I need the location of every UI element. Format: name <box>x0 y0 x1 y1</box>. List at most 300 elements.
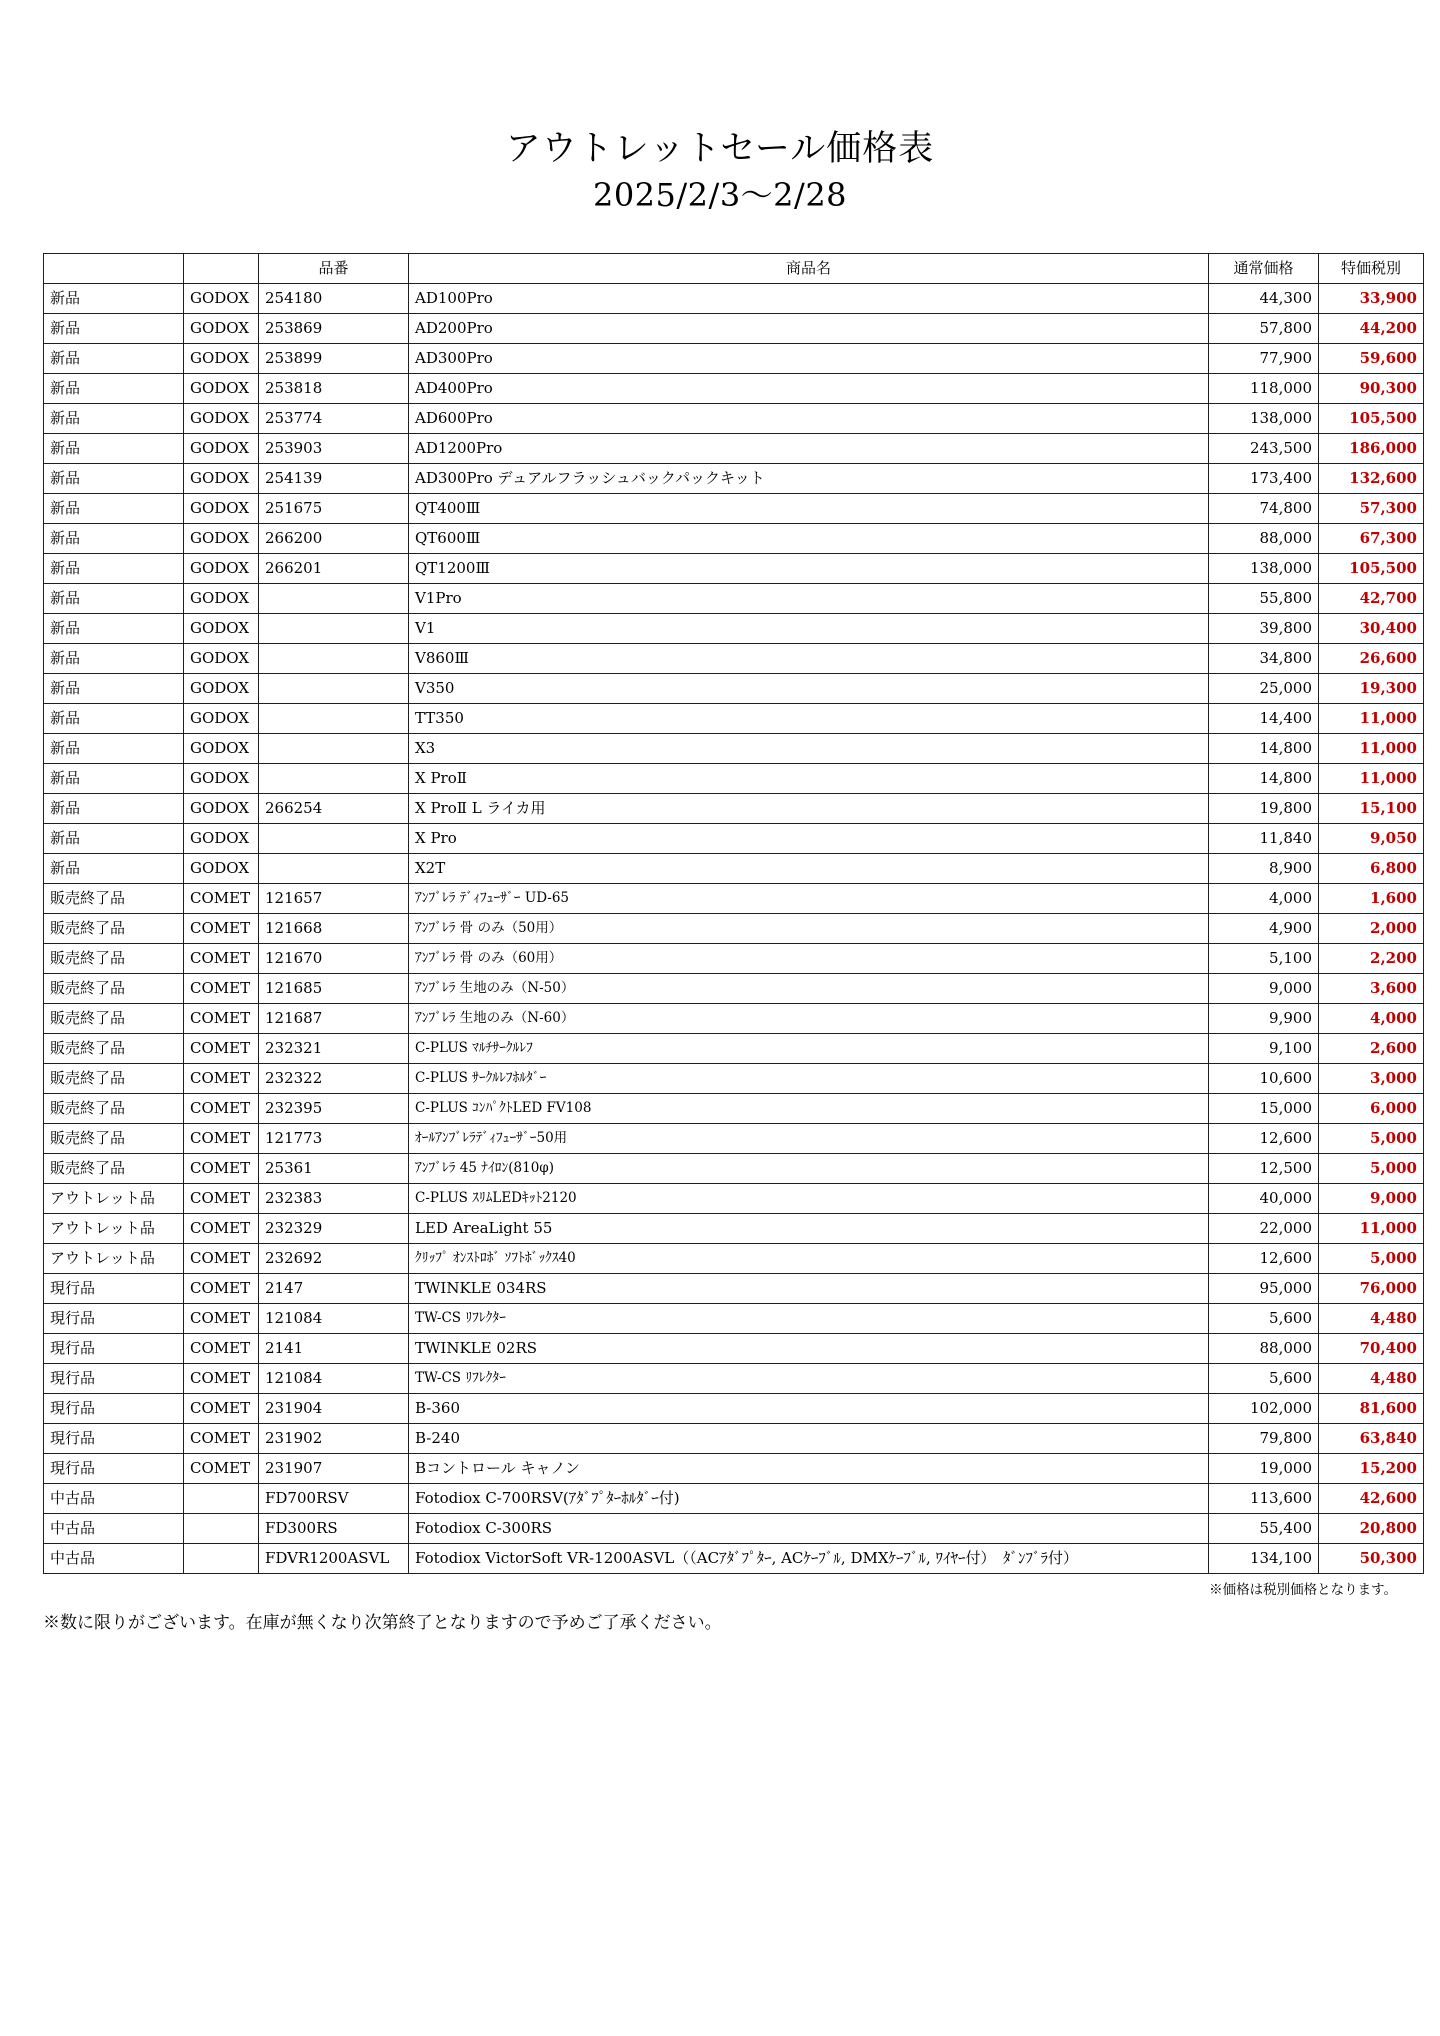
cell-condition: 新品 <box>44 313 184 343</box>
cell-sale-price: 3,600 <box>1319 973 1424 1003</box>
cell-code: 253903 <box>259 433 409 463</box>
cell-condition: 現行品 <box>44 1453 184 1483</box>
table-row <box>44 943 1424 973</box>
cell-sale-price: 5,000 <box>1319 1123 1424 1153</box>
cell-code: 2141 <box>259 1333 409 1363</box>
cell-condition: 販売終了品 <box>44 943 184 973</box>
cell-brand: COMET <box>184 1003 259 1033</box>
cell-brand: GODOX <box>184 763 259 793</box>
cell-code: FD700RSV <box>259 1483 409 1513</box>
table-row <box>44 1003 1424 1033</box>
document-title-block <box>0 0 1440 217</box>
cell-product-name: AD200Pro <box>409 313 1209 343</box>
cell-product-name: TWINKLE 034RS <box>409 1273 1209 1303</box>
table-row <box>44 1333 1424 1363</box>
cell-sale-price: 42,600 <box>1319 1483 1424 1513</box>
cell-product-name: QT1200Ⅲ <box>409 553 1209 583</box>
cell-sale-price: 42,700 <box>1319 583 1424 613</box>
cell-sale-price: 19,300 <box>1319 673 1424 703</box>
cell-brand: GODOX <box>184 733 259 763</box>
cell-brand: GODOX <box>184 553 259 583</box>
cell-product-name: X ProⅡ L ライカ用 <box>409 793 1209 823</box>
table-row <box>44 553 1424 583</box>
cell-sale-price: 63,840 <box>1319 1423 1424 1453</box>
cell-regular-price: 57,800 <box>1209 313 1319 343</box>
tax-note: ※価格は税別価格となります。 <box>1209 1581 1397 1598</box>
table-row <box>44 343 1424 373</box>
cell-brand: GODOX <box>184 433 259 463</box>
cell-sale-price: 33,900 <box>1319 283 1424 313</box>
cell-product-name: TW-CS ﾘﾌﾚｸﾀｰ <box>409 1363 1209 1393</box>
cell-regular-price: 19,800 <box>1209 793 1319 823</box>
table-row <box>44 643 1424 673</box>
cell-brand: GODOX <box>184 613 259 643</box>
cell-sale-price: 11,000 <box>1319 733 1424 763</box>
cell-code: 253899 <box>259 343 409 373</box>
cell-brand: COMET <box>184 1123 259 1153</box>
table-row <box>44 853 1424 883</box>
cell-condition: 新品 <box>44 463 184 493</box>
cell-condition: 現行品 <box>44 1423 184 1453</box>
cell-regular-price: 40,000 <box>1209 1183 1319 1213</box>
cell-product-name: AD100Pro <box>409 283 1209 313</box>
cell-code <box>259 673 409 703</box>
cell-brand: COMET <box>184 1153 259 1183</box>
cell-sale-price: 44,200 <box>1319 313 1424 343</box>
cell-code: FDVR1200ASVL <box>259 1543 409 1573</box>
cell-regular-price: 5,600 <box>1209 1363 1319 1393</box>
cell-condition: 新品 <box>44 613 184 643</box>
table-row <box>44 1153 1424 1183</box>
table-row <box>44 1453 1424 1483</box>
cell-product-name: AD1200Pro <box>409 433 1209 463</box>
cell-product-name: X3 <box>409 733 1209 763</box>
cell-sale-price: 81,600 <box>1319 1393 1424 1423</box>
cell-code: 266254 <box>259 793 409 823</box>
cell-regular-price: 88,000 <box>1209 1333 1319 1363</box>
table-row <box>44 1033 1424 1063</box>
cell-regular-price: 19,000 <box>1209 1453 1319 1483</box>
table-row <box>44 1303 1424 1333</box>
cell-code: 121670 <box>259 943 409 973</box>
cell-condition: 販売終了品 <box>44 1033 184 1063</box>
cell-code: 231902 <box>259 1423 409 1453</box>
cell-condition: 新品 <box>44 583 184 613</box>
cell-regular-price: 55,800 <box>1209 583 1319 613</box>
cell-brand: COMET <box>184 1303 259 1333</box>
cell-brand: COMET <box>184 1333 259 1363</box>
cell-brand: GODOX <box>184 403 259 433</box>
cell-brand: COMET <box>184 1033 259 1063</box>
cell-condition: 販売終了品 <box>44 973 184 1003</box>
cell-brand: COMET <box>184 1183 259 1213</box>
cell-sale-price: 105,500 <box>1319 403 1424 433</box>
cell-brand: GODOX <box>184 823 259 853</box>
cell-brand <box>184 1483 259 1513</box>
cell-regular-price: 14,800 <box>1209 763 1319 793</box>
cell-sale-price: 70,400 <box>1319 1333 1424 1363</box>
cell-brand: GODOX <box>184 373 259 403</box>
cell-regular-price: 4,900 <box>1209 913 1319 943</box>
table-row <box>44 703 1424 733</box>
cell-code: 232383 <box>259 1183 409 1213</box>
cell-code <box>259 643 409 673</box>
cell-condition: 新品 <box>44 493 184 523</box>
cell-sale-price: 9,000 <box>1319 1183 1424 1213</box>
cell-regular-price: 77,900 <box>1209 343 1319 373</box>
table-row <box>44 1423 1424 1453</box>
table-row <box>44 373 1424 403</box>
cell-brand <box>184 1513 259 1543</box>
cell-brand: COMET <box>184 1093 259 1123</box>
cell-product-name: AD300Pro <box>409 343 1209 373</box>
cell-regular-price: 10,600 <box>1209 1063 1319 1093</box>
cell-regular-price: 138,000 <box>1209 553 1319 583</box>
cell-code <box>259 823 409 853</box>
table-row <box>44 403 1424 433</box>
cell-code <box>259 613 409 643</box>
cell-product-name: C-PLUS ﾏﾙﾁｻｰｸﾙﾚﾌ <box>409 1033 1209 1063</box>
cell-regular-price: 11,840 <box>1209 823 1319 853</box>
cell-brand: GODOX <box>184 463 259 493</box>
table-header-row <box>44 253 1424 283</box>
cell-sale-price: 67,300 <box>1319 523 1424 553</box>
cell-brand: GODOX <box>184 643 259 673</box>
cell-product-name: C-PLUS ｺﾝﾊﾟｸﾄLED FV108 <box>409 1093 1209 1123</box>
cell-product-name: ｱﾝﾌﾞﾚﾗ ﾃﾞｨﾌｭｰｻﾞｰ UD-65 <box>409 883 1209 913</box>
cell-regular-price: 88,000 <box>1209 523 1319 553</box>
table-row <box>44 1363 1424 1393</box>
column-header-brand <box>184 253 259 283</box>
cell-code: 232395 <box>259 1093 409 1123</box>
cell-condition: 販売終了品 <box>44 913 184 943</box>
cell-product-name: AD600Pro <box>409 403 1209 433</box>
cell-product-name: X2T <box>409 853 1209 883</box>
cell-brand <box>184 1543 259 1573</box>
cell-sale-price: 26,600 <box>1319 643 1424 673</box>
cell-code <box>259 763 409 793</box>
cell-product-name: QT400Ⅲ <box>409 493 1209 523</box>
cell-condition: 販売終了品 <box>44 1123 184 1153</box>
cell-sale-price: 76,000 <box>1319 1273 1424 1303</box>
cell-regular-price: 44,300 <box>1209 283 1319 313</box>
table-row <box>44 283 1424 313</box>
cell-product-name: ｱﾝﾌﾞﾚﾗ 骨 のみ（60用） <box>409 943 1209 973</box>
cell-condition: 新品 <box>44 703 184 733</box>
cell-brand: GODOX <box>184 853 259 883</box>
cell-regular-price: 74,800 <box>1209 493 1319 523</box>
table-row <box>44 673 1424 703</box>
cell-condition: 新品 <box>44 643 184 673</box>
cell-code: 232321 <box>259 1033 409 1063</box>
cell-condition: 現行品 <box>44 1333 184 1363</box>
cell-brand: COMET <box>184 1423 259 1453</box>
cell-regular-price: 102,000 <box>1209 1393 1319 1423</box>
cell-code: 253818 <box>259 373 409 403</box>
table-row <box>44 1063 1424 1093</box>
cell-condition: 新品 <box>44 853 184 883</box>
cell-product-name: B-240 <box>409 1423 1209 1453</box>
cell-product-name: X ProⅡ <box>409 763 1209 793</box>
table-row <box>44 1513 1424 1543</box>
cell-brand: COMET <box>184 1273 259 1303</box>
cell-condition: アウトレット品 <box>44 1243 184 1273</box>
cell-sale-price: 11,000 <box>1319 703 1424 733</box>
cell-regular-price: 12,600 <box>1209 1243 1319 1273</box>
table-row <box>44 1543 1424 1573</box>
cell-condition: 現行品 <box>44 1273 184 1303</box>
table-row <box>44 1123 1424 1153</box>
cell-code <box>259 853 409 883</box>
cell-code <box>259 733 409 763</box>
table-row <box>44 1183 1424 1213</box>
cell-sale-price: 2,200 <box>1319 943 1424 973</box>
cell-code: 121687 <box>259 1003 409 1033</box>
cell-product-name: V1Pro <box>409 583 1209 613</box>
cell-product-name: C-PLUS ｽﾘﾑLEDｷｯﾄ2120 <box>409 1183 1209 1213</box>
cell-condition: 新品 <box>44 793 184 823</box>
table-row <box>44 1243 1424 1273</box>
cell-condition: 新品 <box>44 373 184 403</box>
cell-regular-price: 8,900 <box>1209 853 1319 883</box>
cell-regular-price: 138,000 <box>1209 403 1319 433</box>
cell-code: 253869 <box>259 313 409 343</box>
cell-code: 121084 <box>259 1363 409 1393</box>
cell-regular-price: 9,900 <box>1209 1003 1319 1033</box>
cell-code: FD300RS <box>259 1513 409 1543</box>
cell-code: 254139 <box>259 463 409 493</box>
cell-regular-price: 173,400 <box>1209 463 1319 493</box>
cell-code: 266201 <box>259 553 409 583</box>
cell-brand: COMET <box>184 1063 259 1093</box>
price-table <box>43 253 1424 1574</box>
cell-product-name: V860Ⅲ <box>409 643 1209 673</box>
cell-regular-price: 12,500 <box>1209 1153 1319 1183</box>
cell-brand: GODOX <box>184 493 259 523</box>
cell-regular-price: 22,000 <box>1209 1213 1319 1243</box>
cell-brand: GODOX <box>184 313 259 343</box>
cell-product-name: X Pro <box>409 823 1209 853</box>
cell-brand: GODOX <box>184 523 259 553</box>
cell-sale-price: 132,600 <box>1319 463 1424 493</box>
cell-sale-price: 15,100 <box>1319 793 1424 823</box>
cell-code: 266200 <box>259 523 409 553</box>
page-subtitle-period: 2025/2/3〜2/28 <box>592 175 848 214</box>
cell-product-name: TWINKLE 02RS <box>409 1333 1209 1363</box>
cell-regular-price: 79,800 <box>1209 1423 1319 1453</box>
page-title: アウトレットセール価格表 <box>505 129 935 169</box>
cell-regular-price: 5,600 <box>1209 1303 1319 1333</box>
cell-condition: 中古品 <box>44 1513 184 1543</box>
table-row <box>44 493 1424 523</box>
cell-sale-price: 59,600 <box>1319 343 1424 373</box>
cell-condition: 販売終了品 <box>44 1063 184 1093</box>
cell-condition: 新品 <box>44 283 184 313</box>
cell-product-name: AD300Pro デュアルフラッシュバックパックキット <box>409 463 1209 493</box>
cell-brand: COMET <box>184 973 259 1003</box>
cell-brand: GODOX <box>184 673 259 703</box>
cell-condition: 新品 <box>44 553 184 583</box>
cell-code <box>259 583 409 613</box>
cell-condition: 販売終了品 <box>44 1153 184 1183</box>
cell-sale-price: 11,000 <box>1319 1213 1424 1243</box>
cell-code: 121685 <box>259 973 409 1003</box>
cell-code: 251675 <box>259 493 409 523</box>
cell-brand: GODOX <box>184 583 259 613</box>
cell-product-name: TW-CS ﾘﾌﾚｸﾀｰ <box>409 1303 1209 1333</box>
cell-product-name: V350 <box>409 673 1209 703</box>
cell-brand: COMET <box>184 913 259 943</box>
price-table-wrapper <box>43 253 1417 1574</box>
cell-code: 121773 <box>259 1123 409 1153</box>
cell-product-name: V1 <box>409 613 1209 643</box>
cell-sale-price: 4,480 <box>1319 1363 1424 1393</box>
cell-brand: COMET <box>184 943 259 973</box>
cell-condition: 販売終了品 <box>44 1003 184 1033</box>
cell-brand: COMET <box>184 1213 259 1243</box>
cell-product-name: Fotodiox VictorSoft VR-1200ASVL（（ACｱﾀﾞﾌﾟﾀｰ, ACｹｰﾌﾞﾙ, DMXｹｰﾌﾞﾙ, ﾜｲﾔｰ付） ﾀﾞﾝﾌﾞﾗ付） <box>409 1543 1209 1573</box>
cell-product-name: ｸﾘｯﾌﾟ ｵﾝｽﾄﾛﾎﾞ ｿﾌﾄﾎﾞｯｸｽ40 <box>409 1243 1209 1273</box>
cell-regular-price: 134,100 <box>1209 1543 1319 1573</box>
table-row <box>44 433 1424 463</box>
column-header-condition <box>44 253 184 283</box>
cell-product-name: B-360 <box>409 1393 1209 1423</box>
table-row <box>44 913 1424 943</box>
cell-product-name: TT350 <box>409 703 1209 733</box>
cell-code: 121668 <box>259 913 409 943</box>
cell-regular-price: 9,100 <box>1209 1033 1319 1063</box>
cell-product-name: Fotodiox C-700RSV(ｱﾀﾞﾌﾟﾀｰﾎﾙﾀﾞｰ付) <box>409 1483 1209 1513</box>
cell-product-name: LED AreaLight 55 <box>409 1213 1209 1243</box>
cell-code: 2147 <box>259 1273 409 1303</box>
table-row <box>44 763 1424 793</box>
cell-regular-price: 113,600 <box>1209 1483 1319 1513</box>
cell-sale-price: 11,000 <box>1319 763 1424 793</box>
cell-condition: 新品 <box>44 523 184 553</box>
cell-brand: COMET <box>184 1363 259 1393</box>
cell-regular-price: 118,000 <box>1209 373 1319 403</box>
cell-brand: COMET <box>184 1243 259 1273</box>
cell-condition: 新品 <box>44 343 184 373</box>
cell-product-name: ｱﾝﾌﾞﾚﾗ 45 ﾅｲﾛﾝ(810φ) <box>409 1153 1209 1183</box>
cell-sale-price: 90,300 <box>1319 373 1424 403</box>
table-row <box>44 1093 1424 1123</box>
table-row <box>44 793 1424 823</box>
cell-sale-price: 5,000 <box>1319 1243 1424 1273</box>
table-row <box>44 1393 1424 1423</box>
cell-regular-price: 15,000 <box>1209 1093 1319 1123</box>
cell-regular-price: 14,800 <box>1209 733 1319 763</box>
price-table-body <box>44 283 1424 1573</box>
cell-code: 121084 <box>259 1303 409 1333</box>
cell-regular-price: 39,800 <box>1209 613 1319 643</box>
cell-sale-price: 6,000 <box>1319 1093 1424 1123</box>
cell-sale-price: 50,300 <box>1319 1543 1424 1573</box>
table-row <box>44 733 1424 763</box>
cell-sale-price: 4,480 <box>1319 1303 1424 1333</box>
cell-sale-price: 5,000 <box>1319 1153 1424 1183</box>
table-row <box>44 823 1424 853</box>
cell-brand: GODOX <box>184 343 259 373</box>
cell-sale-price: 9,050 <box>1319 823 1424 853</box>
cell-regular-price: 34,800 <box>1209 643 1319 673</box>
cell-brand: COMET <box>184 883 259 913</box>
cell-sale-price: 4,000 <box>1319 1003 1424 1033</box>
table-row <box>44 313 1424 343</box>
cell-condition: 新品 <box>44 673 184 703</box>
cell-sale-price: 20,800 <box>1319 1513 1424 1543</box>
column-header-regular-price: 通常価格 <box>1209 253 1319 283</box>
table-row <box>44 1273 1424 1303</box>
cell-regular-price: 12,600 <box>1209 1123 1319 1153</box>
cell-code <box>259 703 409 733</box>
cell-code: 253774 <box>259 403 409 433</box>
cell-condition: 販売終了品 <box>44 1093 184 1123</box>
table-row <box>44 1483 1424 1513</box>
cell-brand: COMET <box>184 1393 259 1423</box>
table-row <box>44 463 1424 493</box>
cell-product-name: ｱﾝﾌﾞﾚﾗ 生地のみ（N-50） <box>409 973 1209 1003</box>
cell-condition: 中古品 <box>44 1543 184 1573</box>
cell-brand: GODOX <box>184 283 259 313</box>
cell-regular-price: 95,000 <box>1209 1273 1319 1303</box>
cell-sale-price: 2,000 <box>1319 913 1424 943</box>
cell-condition: 新品 <box>44 823 184 853</box>
table-row <box>44 1213 1424 1243</box>
cell-brand: GODOX <box>184 793 259 823</box>
price-table-head <box>44 253 1424 283</box>
cell-product-name: Bコントロール キャノン <box>409 1453 1209 1483</box>
cell-condition: 販売終了品 <box>44 883 184 913</box>
cell-condition: アウトレット品 <box>44 1213 184 1243</box>
cell-condition: 中古品 <box>44 1483 184 1513</box>
table-row <box>44 883 1424 913</box>
cell-code: 232692 <box>259 1243 409 1273</box>
cell-sale-price: 2,600 <box>1319 1033 1424 1063</box>
cell-code: 254180 <box>259 283 409 313</box>
cell-product-name: ｵｰﾙｱﾝﾌﾞﾚﾗﾃﾞｨﾌｭｰｻﾞｰ50用 <box>409 1123 1209 1153</box>
cell-regular-price: 55,400 <box>1209 1513 1319 1543</box>
cell-regular-price: 9,000 <box>1209 973 1319 1003</box>
cell-sale-price: 6,800 <box>1319 853 1424 883</box>
cell-code: 121657 <box>259 883 409 913</box>
cell-brand: COMET <box>184 1453 259 1483</box>
cell-code: 231907 <box>259 1453 409 1483</box>
cell-code: 232329 <box>259 1213 409 1243</box>
cell-product-name: AD400Pro <box>409 373 1209 403</box>
cell-product-name: QT600Ⅲ <box>409 523 1209 553</box>
cell-code: 231904 <box>259 1393 409 1423</box>
cell-condition: 現行品 <box>44 1393 184 1423</box>
cell-sale-price: 15,200 <box>1319 1453 1424 1483</box>
cell-regular-price: 5,100 <box>1209 943 1319 973</box>
cell-sale-price: 30,400 <box>1319 613 1424 643</box>
cell-regular-price: 243,500 <box>1209 433 1319 463</box>
column-header-name: 商品名 <box>409 253 1209 283</box>
column-header-sale-price: 特価税別 <box>1319 253 1424 283</box>
cell-regular-price: 25,000 <box>1209 673 1319 703</box>
cell-code: 232322 <box>259 1063 409 1093</box>
cell-sale-price: 57,300 <box>1319 493 1424 523</box>
cell-product-name: Fotodiox C-300RS <box>409 1513 1209 1543</box>
cell-condition: 新品 <box>44 433 184 463</box>
cell-product-name: ｱﾝﾌﾞﾚﾗ 生地のみ（N-60） <box>409 1003 1209 1033</box>
cell-regular-price: 4,000 <box>1209 883 1319 913</box>
cell-sale-price: 1,600 <box>1319 883 1424 913</box>
table-row <box>44 583 1424 613</box>
cell-sale-price: 3,000 <box>1319 1063 1424 1093</box>
column-header-code: 品番 <box>259 253 409 283</box>
